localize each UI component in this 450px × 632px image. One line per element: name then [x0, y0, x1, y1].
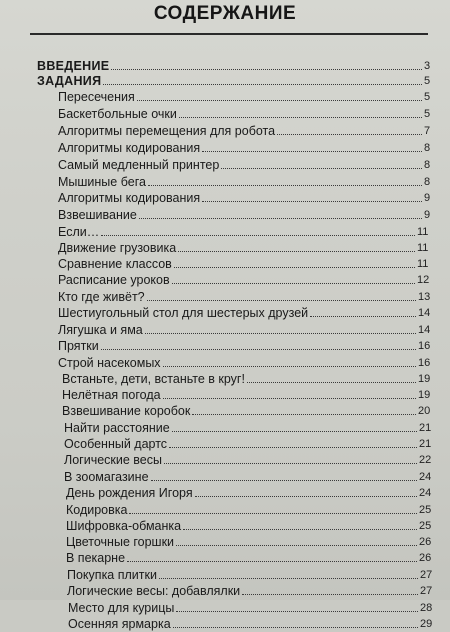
- dot-leader: [163, 398, 416, 399]
- toc-page-number: 8: [424, 159, 431, 171]
- dot-leader: [221, 168, 422, 169]
- toc-entry-label: Кодировка: [66, 503, 128, 517]
- toc-page-number: 25: [419, 504, 432, 516]
- toc-entry: [0, 534, 450, 550]
- toc-entry-label: Если…: [58, 225, 100, 239]
- toc-entry-label: Найти расстояние: [64, 421, 170, 435]
- dot-leader: [178, 251, 415, 252]
- toc-page-number: 27: [420, 585, 433, 597]
- dot-leader: [172, 431, 417, 432]
- toc-entry: [0, 240, 450, 256]
- toc-entry: [0, 469, 450, 485]
- dot-leader: [127, 561, 417, 562]
- toc-entry-label: Алгоритмы перемещения для робота: [58, 124, 276, 138]
- toc-page-number: 16: [418, 340, 431, 352]
- toc-entry: [0, 420, 450, 436]
- dot-leader: [310, 316, 416, 317]
- page-title: СОДЕРЖАНИЕ: [153, 3, 297, 24]
- toc-entry: [0, 89, 450, 105]
- toc-entry: [0, 190, 450, 206]
- toc-entry-label: Лягушка и яма: [58, 323, 143, 337]
- toc-entry: [0, 174, 450, 190]
- toc-entry-label: Нелётная погода: [62, 388, 161, 402]
- toc-entry: [0, 207, 450, 223]
- toc-entry: [0, 403, 450, 419]
- toc-entry-label: Взвешивание коробок: [62, 404, 191, 418]
- title-underline: [30, 33, 428, 35]
- toc-entry: [0, 583, 450, 599]
- toc-page-number: 19: [418, 389, 431, 401]
- dot-leader: [176, 611, 418, 612]
- toc-entry-label: Строй насекомых: [58, 356, 161, 370]
- toc-entry-label: Встаньте, дети, встаньте в круг!: [62, 372, 245, 386]
- toc-entry: [0, 272, 450, 288]
- toc-entry-label: Логические весы: [64, 453, 162, 467]
- toc-entry-label: Осенняя ярмарка: [68, 617, 171, 631]
- dot-leader: [192, 414, 416, 415]
- toc-entry-label: В пекарне: [66, 551, 126, 565]
- dot-leader: [169, 447, 417, 448]
- dot-leader: [103, 84, 422, 85]
- toc-entry-label: ЗАДАНИЯ: [37, 74, 102, 88]
- toc-page-number: 8: [424, 142, 431, 154]
- toc-entry-label: Мышиные бега: [58, 175, 146, 189]
- toc-entry: [0, 106, 450, 122]
- toc-entry-label: Баскетбольные очки: [58, 107, 177, 121]
- toc-entry-label: Взвешивание: [58, 208, 137, 222]
- toc-page-number: 29: [420, 618, 433, 630]
- dot-leader: [195, 496, 417, 497]
- dot-leader: [137, 100, 422, 101]
- toc-entry-label: Пересечения: [58, 90, 135, 104]
- toc-page-number: 12: [417, 274, 430, 286]
- toc-page-number: 14: [418, 307, 431, 319]
- toc-entry: [0, 289, 450, 305]
- dot-leader: [145, 333, 416, 334]
- toc-entry: [0, 140, 450, 156]
- toc-page-number: 22: [419, 454, 432, 466]
- toc-page-number: 9: [424, 192, 431, 204]
- toc-page-number: 3: [424, 60, 431, 72]
- dot-leader: [148, 185, 422, 186]
- toc-entry-label: ВВЕДЕНИЕ: [37, 59, 110, 73]
- toc-entry-label: Особенный дартс: [64, 437, 168, 451]
- toc-page-number: 24: [419, 471, 432, 483]
- toc-page-number: 14: [418, 324, 431, 336]
- toc-entry: [0, 616, 450, 632]
- dot-leader: [139, 218, 422, 219]
- dot-leader: [151, 480, 417, 481]
- toc-entry-label: Движение грузовика: [58, 241, 177, 255]
- toc-page-number: 13: [418, 291, 431, 303]
- toc-entry: [0, 371, 450, 387]
- toc-page-number: 28: [420, 602, 433, 614]
- toc-entry-label: Шестиугольный стол для шестерых друзей: [58, 306, 309, 320]
- toc-page-number: 7: [424, 125, 431, 137]
- dot-leader: [202, 201, 422, 202]
- toc-page-number: 5: [424, 91, 431, 103]
- dot-leader: [173, 627, 418, 628]
- toc-entry: [0, 123, 450, 139]
- toc-entry: [0, 452, 450, 468]
- toc-entry-label: Место для курицы: [68, 601, 175, 615]
- toc-entry-label: В зоомагазине: [64, 470, 149, 484]
- toc-entry-label: День рождения Игоря: [66, 486, 193, 500]
- toc-entry-label: Логические весы: добавлялки: [67, 584, 241, 598]
- toc-page-number: 5: [424, 75, 431, 87]
- toc-entry: [0, 485, 450, 501]
- toc-entry: [0, 256, 450, 272]
- toc-entry-label: Прятки: [58, 339, 99, 353]
- dot-leader: [101, 235, 415, 236]
- toc-page-number: 20: [418, 405, 431, 417]
- toc-section: [0, 58, 450, 74]
- dot-leader: [101, 349, 416, 350]
- dot-leader: [277, 134, 422, 135]
- toc-entry: [0, 502, 450, 518]
- dot-leader: [164, 463, 417, 464]
- dot-leader: [174, 267, 415, 268]
- toc-page-number: 16: [418, 357, 431, 369]
- toc-entry: [0, 436, 450, 452]
- dot-leader: [179, 117, 422, 118]
- toc-entry: [0, 387, 450, 403]
- toc-entry: [0, 567, 450, 583]
- dot-leader: [202, 151, 422, 152]
- toc-entry-label: Покупка плитки: [67, 568, 157, 582]
- dot-leader: [163, 366, 416, 367]
- toc-entry-label: Алгоритмы кодирования: [58, 191, 201, 205]
- toc-entry-label: Сравнение классов: [58, 257, 172, 271]
- dot-leader: [147, 300, 416, 301]
- toc-page-number: 5: [424, 108, 431, 120]
- toc-entry: [0, 518, 450, 534]
- toc-page-number: 21: [419, 438, 432, 450]
- toc-page-number: 27: [420, 569, 433, 581]
- toc-page-number: 11: [417, 242, 429, 254]
- toc-page-number: 25: [419, 520, 432, 532]
- toc-page-number: 26: [419, 552, 432, 564]
- toc-page-number: 9: [424, 209, 431, 221]
- toc-entry-label: Цветочные горшки: [66, 535, 175, 549]
- toc-entry: [0, 322, 450, 338]
- toc-entry-label: Кто где живёт?: [58, 290, 145, 304]
- toc-entry-label: Расписание уроков: [58, 273, 170, 287]
- toc-page-number: 21: [419, 422, 432, 434]
- toc-entry: [0, 355, 450, 371]
- dot-leader: [172, 283, 415, 284]
- toc-entry: [0, 550, 450, 566]
- dot-leader: [129, 513, 417, 514]
- toc-entry-label: Самый медленный принтер: [58, 158, 220, 172]
- toc-entry: [0, 600, 450, 616]
- dot-leader: [242, 594, 418, 595]
- toc-page-number: 26: [419, 536, 432, 548]
- dot-leader: [176, 545, 417, 546]
- toc-page-number: 11: [417, 226, 429, 238]
- toc-page-number: 19: [418, 373, 431, 385]
- dot-leader: [183, 529, 417, 530]
- toc-page-number: 11: [417, 258, 429, 270]
- toc-entry: [0, 338, 450, 354]
- toc-entry: [0, 157, 450, 173]
- toc-entry-label: Алгоритмы кодирования: [58, 141, 201, 155]
- toc-page-number: 8: [424, 176, 431, 188]
- toc-entry-label: Шифровка-обманка: [66, 519, 182, 533]
- dot-leader: [159, 578, 418, 579]
- toc-entry: [0, 305, 450, 321]
- toc-entry: [0, 224, 450, 240]
- dot-leader: [247, 382, 416, 383]
- dot-leader: [111, 69, 422, 70]
- toc-section: [0, 73, 450, 89]
- toc-page-number: 24: [419, 487, 432, 499]
